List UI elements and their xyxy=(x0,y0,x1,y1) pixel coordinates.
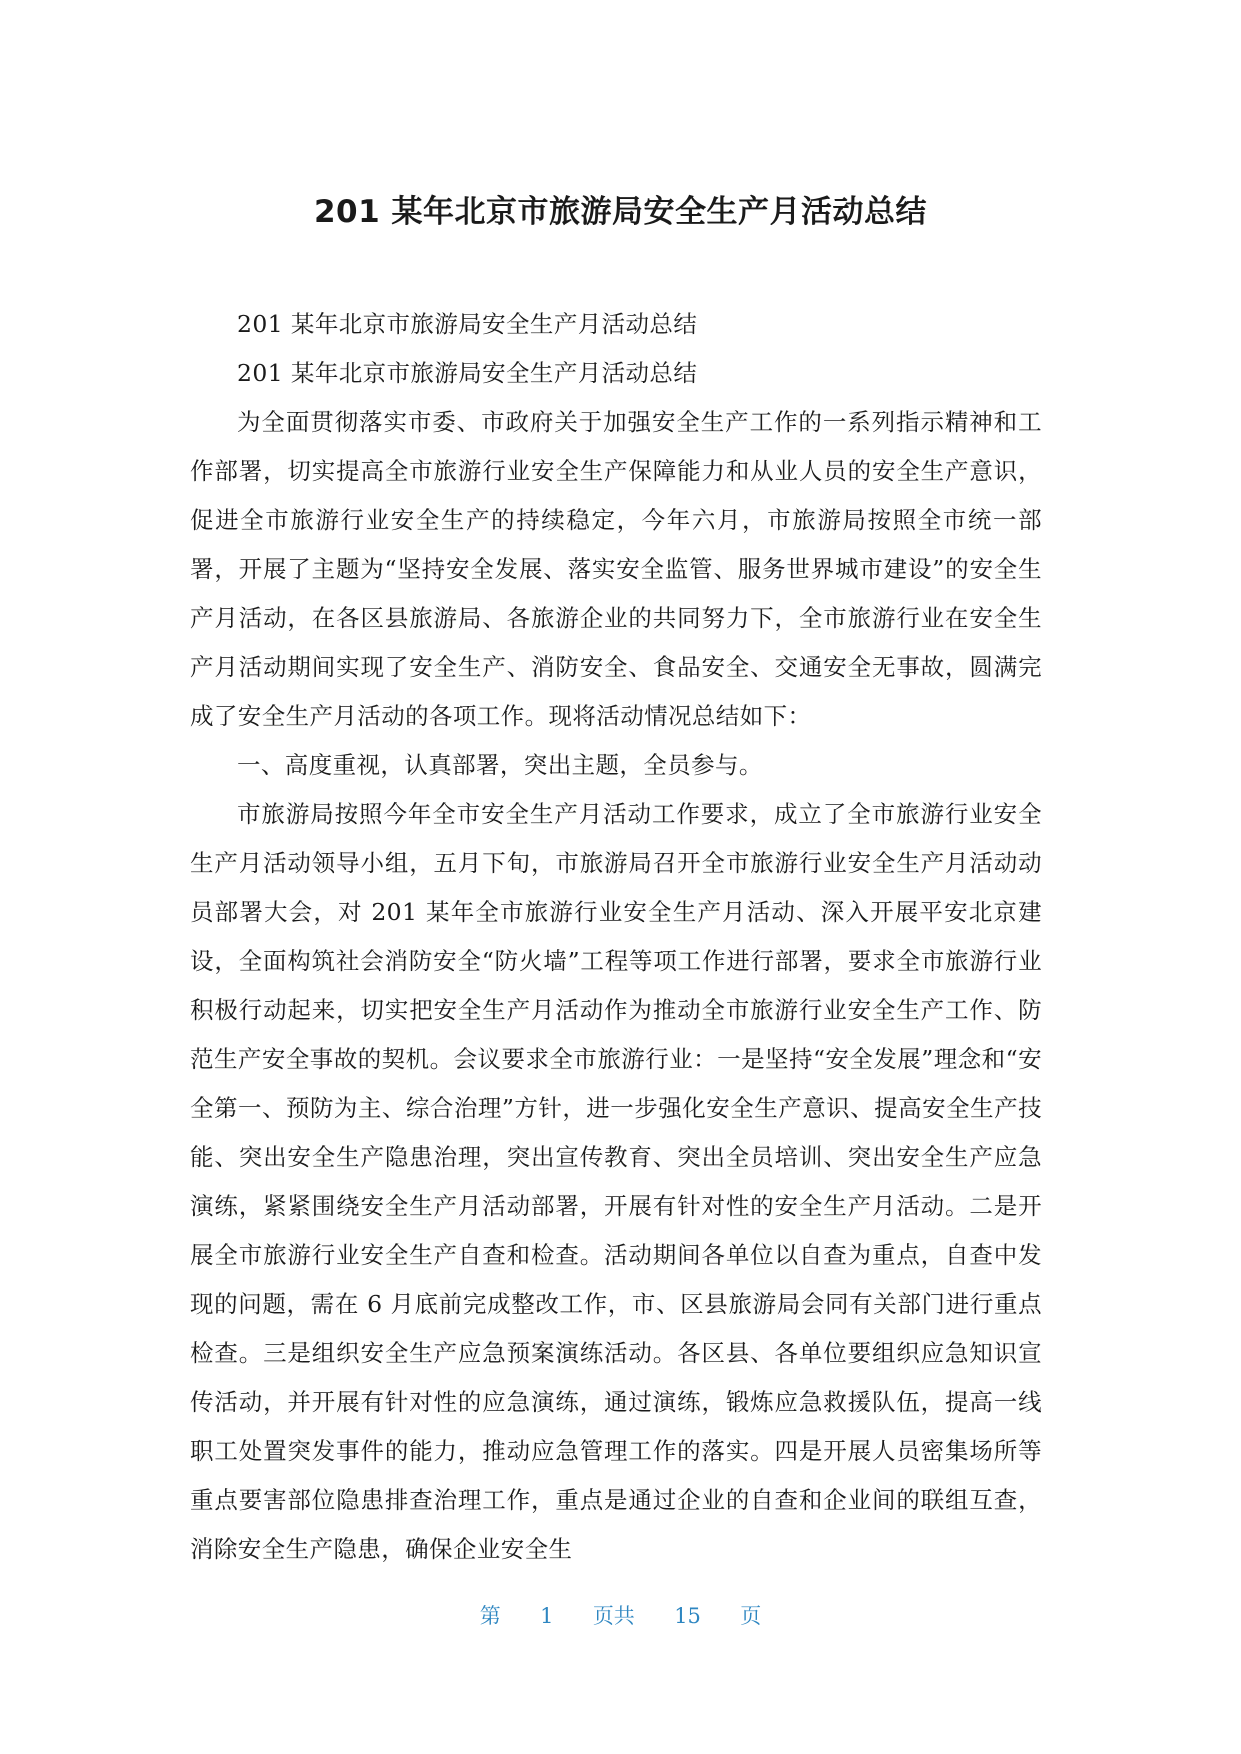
footer-prefix: 第 xyxy=(479,1604,501,1628)
footer-middle: 页共 xyxy=(592,1604,635,1628)
paragraph-subtitle-2: 201 某年北京市旅游局安全生产月活动总结 xyxy=(237,359,698,387)
section-heading-1: 一、高度重视，认真部署，突出主题，全员参与。 xyxy=(237,751,763,779)
paragraph-subtitle-1: 201 某年北京市旅游局安全生产月活动总结 xyxy=(237,310,698,338)
document-title: 201 某年北京市旅游局安全生产月活动总结 xyxy=(313,194,927,230)
paragraph-section-1: 市旅游局按照今年全市安全生产月活动工作要求，成立了全市旅游行业安全生产月活动领导小组，五月下旬，市旅游局召开全市旅游行业安全生产月活动动员部署大会，对 201 某年全市旅游行业安全生产月活动、深入开展平安北京建设，全面构筑社会消防安全“防火墙”工程等项工作进行部署，要求全市旅游行业积极行动起来，切实把安全生产月活动作为推动全市旅游行业安全生产工作、防范生产安全事故的契机。会议要求全市旅游行业：一是坚持“安全发展”理念和“安全第一、预防为主、综合治理”方针，进一步强化安全生产意识、提高安全生产技能、突出安全生产隐患治理，突出宣传教育、突出全员培训、突出安全生产应急演练，紧紧围绕安全生产月活动部署，开展有针对性的安全生产月活动。二是开展全市旅游行业安全生产自查和检查。活动期间各单位以自查为重点，自查中发现的问题，需在 6 月底前完成整改工作，市、区县旅游局会同有关部门进行重点检查。三是组织安全生产应急预案演练活动。各区县、各单位要组织应急知识宣传活动，并开展有针对性的应急演练，通过演练，锻炼应急救援队伍，提高一线职工处置突发事件的能力，推动应急管理工作的落实。四是开展人员密集场所等重点要害部位隐患排查治理工作，重点是通过企业的自查和企业间的联组互查，消除安全生产隐患，确保企业安全生 xyxy=(190,800,1042,1563)
page-footer xyxy=(0,1600,1241,1630)
footer-total-pages: 15 xyxy=(674,1604,701,1628)
document-body xyxy=(190,300,1042,1574)
footer-suffix: 页 xyxy=(740,1604,762,1628)
footer-current-page: 1 xyxy=(540,1604,554,1628)
paragraph-intro: 为全面贯彻落实市委、市政府关于加强安全生产工作的一系列指示精神和工作部署，切实提高全市旅游行业安全生产保障能力和从业人员的安全生产意识，促进全市旅游行业安全生产的持续稳定，今年六月，市旅游局按照全市统一部署，开展了主题为“坚持安全发展、落实安全监管、服务世界城市建设”的安全生产月活动，在各区县旅游局、各旅游企业的共同努力下，全市旅游行业在安全生产月活动期间实现了安全生产、消防安全、食品安全、交通安全无事故，圆满完成了安全生产月活动的各项工作。现将活动情况总结如下： xyxy=(190,408,1042,730)
